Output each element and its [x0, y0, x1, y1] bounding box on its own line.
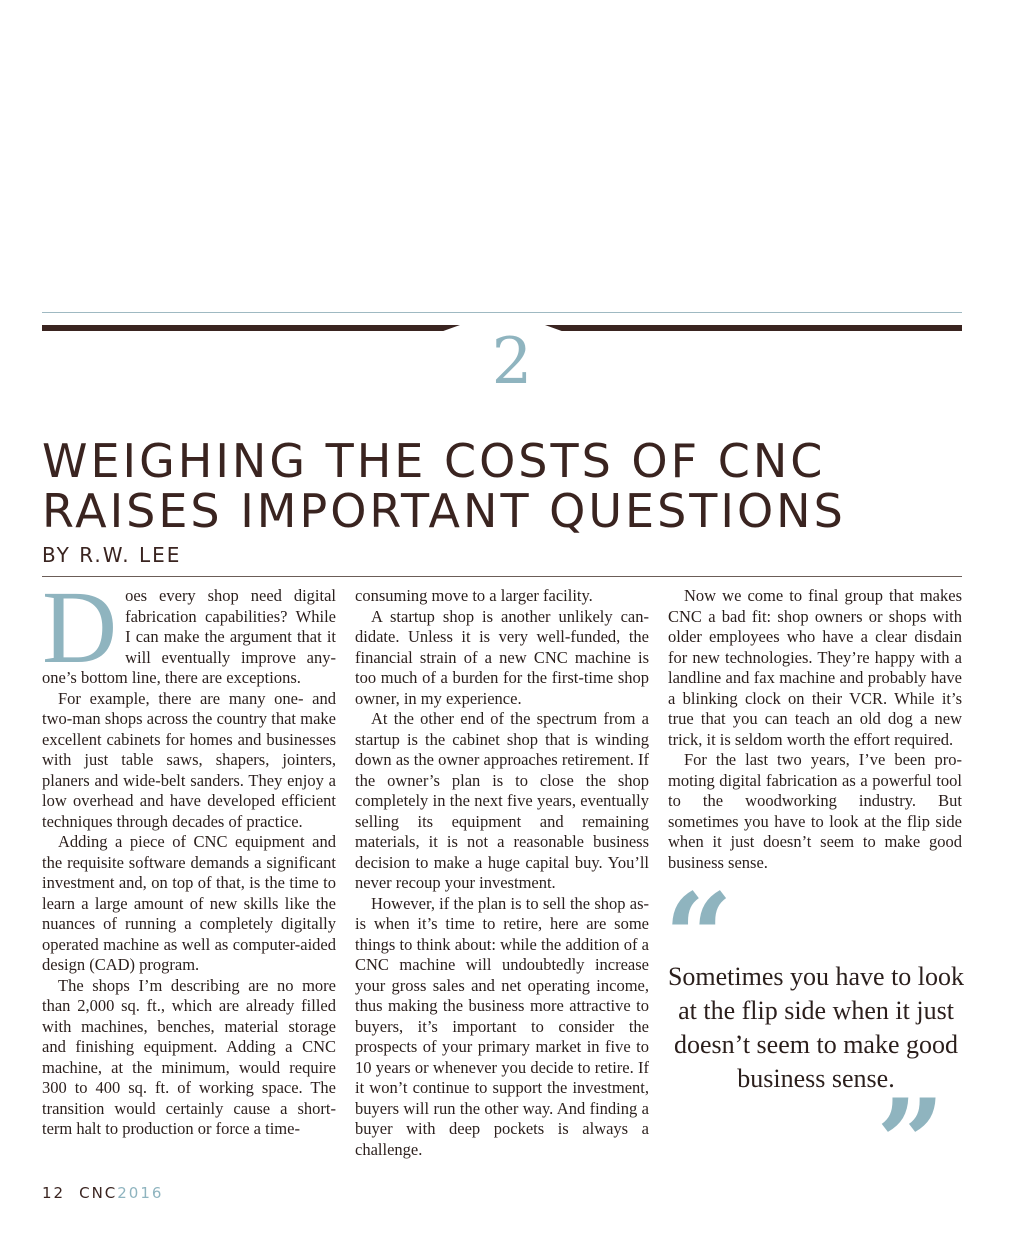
chapter-number: 2 — [491, 325, 533, 399]
paragraph: Adding a piece of CNC equipment and the requisite software demands a significant investment and, on top of that, is the time to learn a large amount of new skills like the nuances of running a completely digitally operated machine as well as computer-aided design (CAD) program. — [42, 832, 336, 974]
paragraph-text: oes every shop need digital fabrication capabilities? While I can make the argument that it will eventually improve anyone’s bottom line, there are exceptions. — [42, 586, 336, 687]
paragraph: For the last two years, I’ve been promoting digital fabrication as a powerful tool to the woodworking industry. But sometimes you have to look at the flip side when it just doesn’t seem to make good business sense. — [668, 750, 962, 872]
paragraph — [42, 570, 336, 689]
article-title-line-1: WEIGHING THE COSTS OF CNC — [42, 434, 826, 488]
magazine-year: 2016 — [117, 1184, 164, 1202]
pull-quote: Sometimes you have to look at the flip side when it just doesn’t seem to make good business sense. — [667, 962, 965, 1093]
article-title — [42, 436, 982, 536]
top-thin-rule — [42, 312, 962, 313]
paragraph: For example, there are many one- and two-man shops across the country that make excellent cabinets for homes and businesses with just table saws, shapers, jointers, planers and wide-belt sanders. They enjoy a low overhead and have developed efficient techniques through decades of practice. — [42, 688, 336, 831]
paragraph: At the other end of the spectrum from a startup is the cabinet shop that is winding down as the owner approaches retirement. If the owner’s plan is to close the shop completely in the next five years, eventually selling its equipment and remaining materials, it is not a reasonable business decision to make a huge capital buy. You’ll never recoup your investment. — [355, 709, 649, 892]
article-column-3 — [668, 586, 962, 873]
byline: BY R.W. LEE — [42, 543, 182, 567]
paragraph: consuming move to a larger facility. — [355, 586, 593, 605]
paragraph: However, if the plan is to sell the shop as-is when it’s time to retire, here are some things to think about: while the addition of a CNC machine will undoubtedly increase your gross sales and net operating income, thus making the business more attractive to buyers, it’s important to consider the prospects of your primary market in five to 10 years or whenever you decide to retire. If it won’t continue to support the investment, buyers will run the other way. And finding a buyer with deep pockets is always a challenge. — [355, 893, 649, 1159]
paragraph: Now we come to final group that makes CNC a bad fit: shop owners or shops with older employees who have a clear disdain for new technologies. They’re happy with a landline and fax machine and probably have a blinking clock on their VCR. While it’s true that you can teach an old dog a new trick, it is seldom worth the effort required. — [668, 586, 962, 749]
article-title-line-2: RAISES IMPORTANT QUESTIONS — [42, 484, 846, 538]
close-quote-icon: ” — [876, 1073, 946, 1214]
page-footer — [42, 1184, 163, 1202]
magazine-name: CNC — [79, 1184, 118, 1202]
paragraph: A startup shop is another unlikely candidate. Unless it is very well-funded, the financial strain of a new CNC machine is too much of a burden for the first-time shop owner, in my experience. — [355, 606, 649, 708]
page-number: 12 — [42, 1184, 66, 1202]
open-quote-icon: “ — [664, 867, 734, 1008]
paragraph: The shops I’m describing are no more than 2,000 sq. ft., which are already filled with machines, benches, material storage and finishing equipment. Adding a CNC machine, at the minimum, would require 300 to 400 sq. ft. of working space. The transition would certainly cause a short-term halt to production or force a time- — [42, 975, 336, 1138]
byline-divider — [42, 576, 962, 577]
drop-cap: D — [42, 570, 118, 685]
article-column-2 — [355, 586, 649, 1160]
article-column-1 — [42, 570, 336, 1140]
